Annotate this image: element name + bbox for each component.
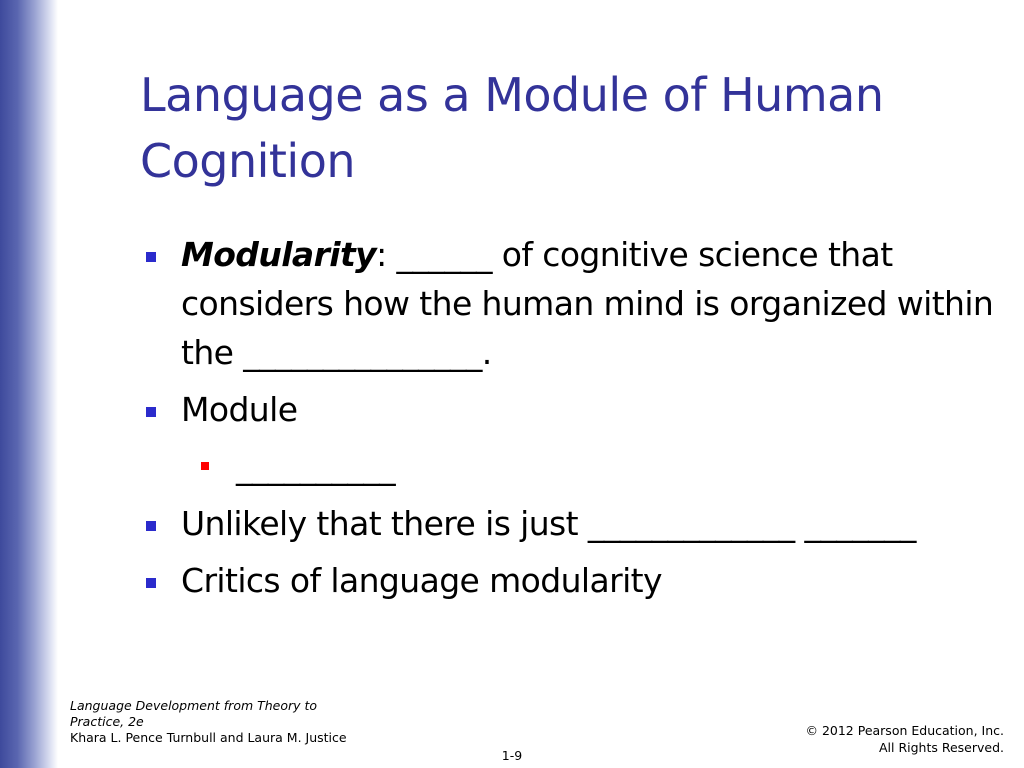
slide-title: Language as a Module of Human Cognition <box>140 68 884 188</box>
bullet-text: Unlikely that there is just _____________ _______ <box>181 504 916 543</box>
bullet-text: Module <box>181 390 298 429</box>
sub-bullet-text: __________ <box>236 447 396 486</box>
footer-edition: Practice, 2e <box>70 714 144 729</box>
term-modularity: Modularity <box>181 235 377 274</box>
page-number: 1-9 <box>501 748 523 763</box>
side-gradient-band <box>0 0 58 768</box>
footer-book-title: Language Development from Theory to <box>70 698 318 713</box>
slide-body <box>140 230 1000 613</box>
bullet-square-icon <box>146 252 156 262</box>
rights-text: All Rights Reserved. <box>878 740 1004 755</box>
footer-book-info <box>70 698 370 746</box>
bullet-square-icon <box>146 578 156 588</box>
footer-copyright <box>744 722 1004 756</box>
bullet-item <box>140 499 1000 548</box>
bullet-item <box>140 385 1000 434</box>
bullet-square-icon <box>146 521 156 531</box>
bullet-item <box>140 230 1000 377</box>
copyright-text: © 2012 Pearson Education, Inc. <box>805 723 1004 738</box>
bullet-item <box>140 556 1000 605</box>
bullet-text: Critics of language modularity <box>181 561 662 600</box>
bullet-square-icon <box>146 407 156 417</box>
sub-bullet-item <box>196 442 1000 491</box>
sub-bullet-square-icon <box>201 462 209 470</box>
term-suffix: : <box>376 235 387 274</box>
footer-authors: Khara L. Pence Turnbull and Laura M. Justice <box>70 730 347 745</box>
bullet-text: ______ of cognitive science that considers how the human mind is organized within the _______________. <box>181 235 994 372</box>
